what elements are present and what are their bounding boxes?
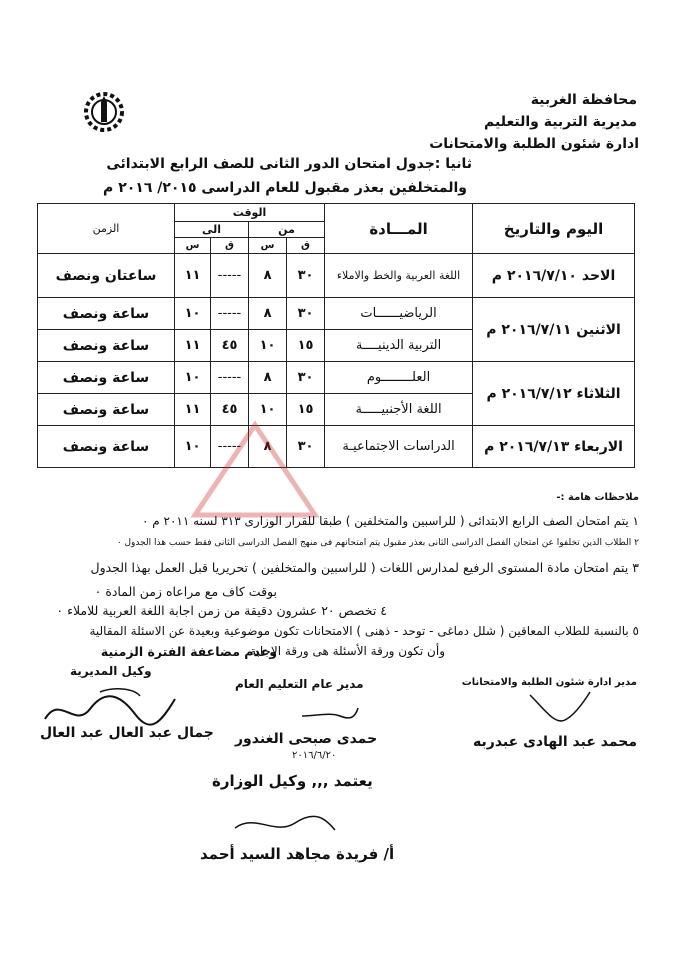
header-to-q: ق <box>211 238 249 254</box>
row-to-s: ١٠ <box>175 298 211 330</box>
page-title: ثانيا :جدول امتحان الدور الثانى للصف الرابع الابتدائى <box>106 156 472 172</box>
header-to: الى <box>175 222 249 238</box>
row-from-q: ٣٠ <box>287 426 325 468</box>
row-from-s: ٨ <box>249 362 287 394</box>
row-duration: ساعة ونصف <box>38 362 175 394</box>
row-day: الثلاثاء ٢٠١٦/٧/١٢ م <box>473 362 635 426</box>
header-to-s: س <box>175 238 211 254</box>
row-subject: العلــــــــوم <box>325 362 473 394</box>
deputy-directorate-title: وكيل المديرية <box>70 664 152 678</box>
page-subtitle: والمتخلفين بعذر مقبول للعام الدراسى ٢٠١٥/ ٢٠١٦ م <box>103 180 467 196</box>
note-item: ٢ الطلاب الذين تخلفوا عن امتحان الفصل الدراسى الثانى بعذر مقبول يتم امتحانهم فى منهج الفصل الدراسى الثانى فقط حسب هذا الجدول ٠ <box>116 538 639 548</box>
row-duration: ساعة ونصف <box>38 330 175 362</box>
row-subject: التربية الدينيــــة <box>325 330 473 362</box>
handwritten-date: ٢٠١٦/٦/٢٠ <box>292 750 337 761</box>
row-to-s: ١١ <box>175 330 211 362</box>
row-duration: ساعة ونصف <box>38 394 175 426</box>
table-row <box>38 426 635 468</box>
row-to-s: ١١ <box>175 394 211 426</box>
handwritten-signature-icon <box>300 700 360 724</box>
approval-label: يعتمد ,,, وكيل الوزارة <box>212 772 373 790</box>
note-item: وأن تكون ورقة الأسئلة هى ورقة الاجابة <box>250 644 445 658</box>
notes-heading: ملاحظات هامة :- <box>556 492 639 503</box>
header-from-s: س <box>249 238 287 254</box>
table-row <box>38 254 635 298</box>
row-to-q: ----- <box>211 298 249 330</box>
row-from-s: ٨ <box>249 426 287 468</box>
general-director-title: مدير عام التعليم العام <box>235 677 364 691</box>
watermark-icon <box>190 420 320 520</box>
row-to-q: ----- <box>211 362 249 394</box>
header-day-date: اليوم والتاريخ <box>473 204 635 254</box>
note-item: ٥ بالنسبة للطلاب المعاقين ( شلل دماغى - توحد - ذهنى ) الامتحانات تكون موضوعية وبعيدة عن الاسئلة المقالية <box>89 624 639 638</box>
row-to-s: ١٠ <box>175 426 211 468</box>
note-item: ٤ تخصص ٢٠ عشرون دقيقة من زمن اجابة اللغة العربية للاملاء ٠ <box>56 603 387 618</box>
header-from: من <box>249 222 325 238</box>
director-affairs-name: محمد عبد الهادى عبدربه <box>473 734 637 750</box>
exam-schedule-table <box>37 203 635 468</box>
row-subject: اللغة الأجنبيـــــة <box>325 394 473 426</box>
row-from-q: ١٥ <box>287 330 325 362</box>
row-to-q: ----- <box>211 254 249 298</box>
row-subject: اللغة العربية والخط والاملاء <box>325 254 473 298</box>
row-subject: الرياضيــــــات <box>325 298 473 330</box>
row-duration: ساعة ونصف <box>38 298 175 330</box>
row-from-q: ٣٠ <box>287 298 325 330</box>
row-to-s: ١٠ <box>175 362 211 394</box>
row-from-s: ٨ <box>249 254 287 298</box>
row-day: الاثنين ٢٠١٦/٧/١١ م <box>473 298 635 362</box>
directorate-name: مديرية التربية والتعليم <box>484 114 637 130</box>
row-day: الاحد ٢٠١٦/٧/١٠ م <box>473 254 635 298</box>
department-name: ادارة شئون الطلبة والامتحانات <box>429 136 639 152</box>
row-to-q: ٤٥ <box>211 330 249 362</box>
table-row <box>38 362 635 394</box>
row-subject: الدراسات الاجتماعيـة <box>325 426 473 468</box>
header-time: الوقت <box>175 204 325 222</box>
row-from-s: ٨ <box>249 298 287 330</box>
minister-deputy-name: أ/ فريدة مجاهد السيد أحمد <box>200 845 395 863</box>
row-from-q: ١٥ <box>287 394 325 426</box>
note-item: ٣ يتم امتحان مادة المستوى الرفيع لمدارس اللغات ( للراسبين والمتخلفين ) تحريريا قبل العمل بهذا الجدول <box>90 560 639 575</box>
row-duration: ساعة ونصف <box>38 426 175 468</box>
row-from-q: ٣٠ <box>287 362 325 394</box>
handwritten-signature-icon <box>230 808 340 838</box>
note-item: وعدم مضاعفة الفترة الزمنية <box>100 644 277 659</box>
row-from-q: ٣٠ <box>287 254 325 298</box>
ministry-logo-icon <box>82 90 126 134</box>
general-director-name: حمدى صبحى الغندور <box>235 731 378 747</box>
note-item: ١ يتم امتحان الصف الرابع الابتدائى ( للراسبين والمتخلفين ) طبقا للقرار الوزارى ٣١٣ لسنه ٢٠١١ م ٠ <box>142 514 639 528</box>
row-from-s: ١٠ <box>249 330 287 362</box>
table-row <box>38 298 635 330</box>
deputy-directorate-name: جمال عبد العال عبد العال <box>40 725 214 741</box>
header-from-q: ق <box>287 238 325 254</box>
row-to-q: ----- <box>211 426 249 468</box>
row-to-s: ١١ <box>175 254 211 298</box>
row-day: الاربعاء ٢٠١٦/٧/١٣ م <box>473 426 635 468</box>
row-from-s: ١٠ <box>249 394 287 426</box>
director-affairs-title: مدير ادارة شئون الطلبة والامتحانات <box>461 677 637 688</box>
header-subject: المـــادة <box>325 204 473 254</box>
row-duration: ساعتان ونصف <box>38 254 175 298</box>
governorate-name: محافظة الغربية <box>530 92 637 108</box>
note-item: بوقت كاف مع مراعاه زمن المادة ٠ <box>94 584 277 599</box>
header-duration: الزمن <box>38 204 175 254</box>
row-to-q: ٤٥ <box>211 394 249 426</box>
handwritten-signature-icon <box>525 690 595 730</box>
